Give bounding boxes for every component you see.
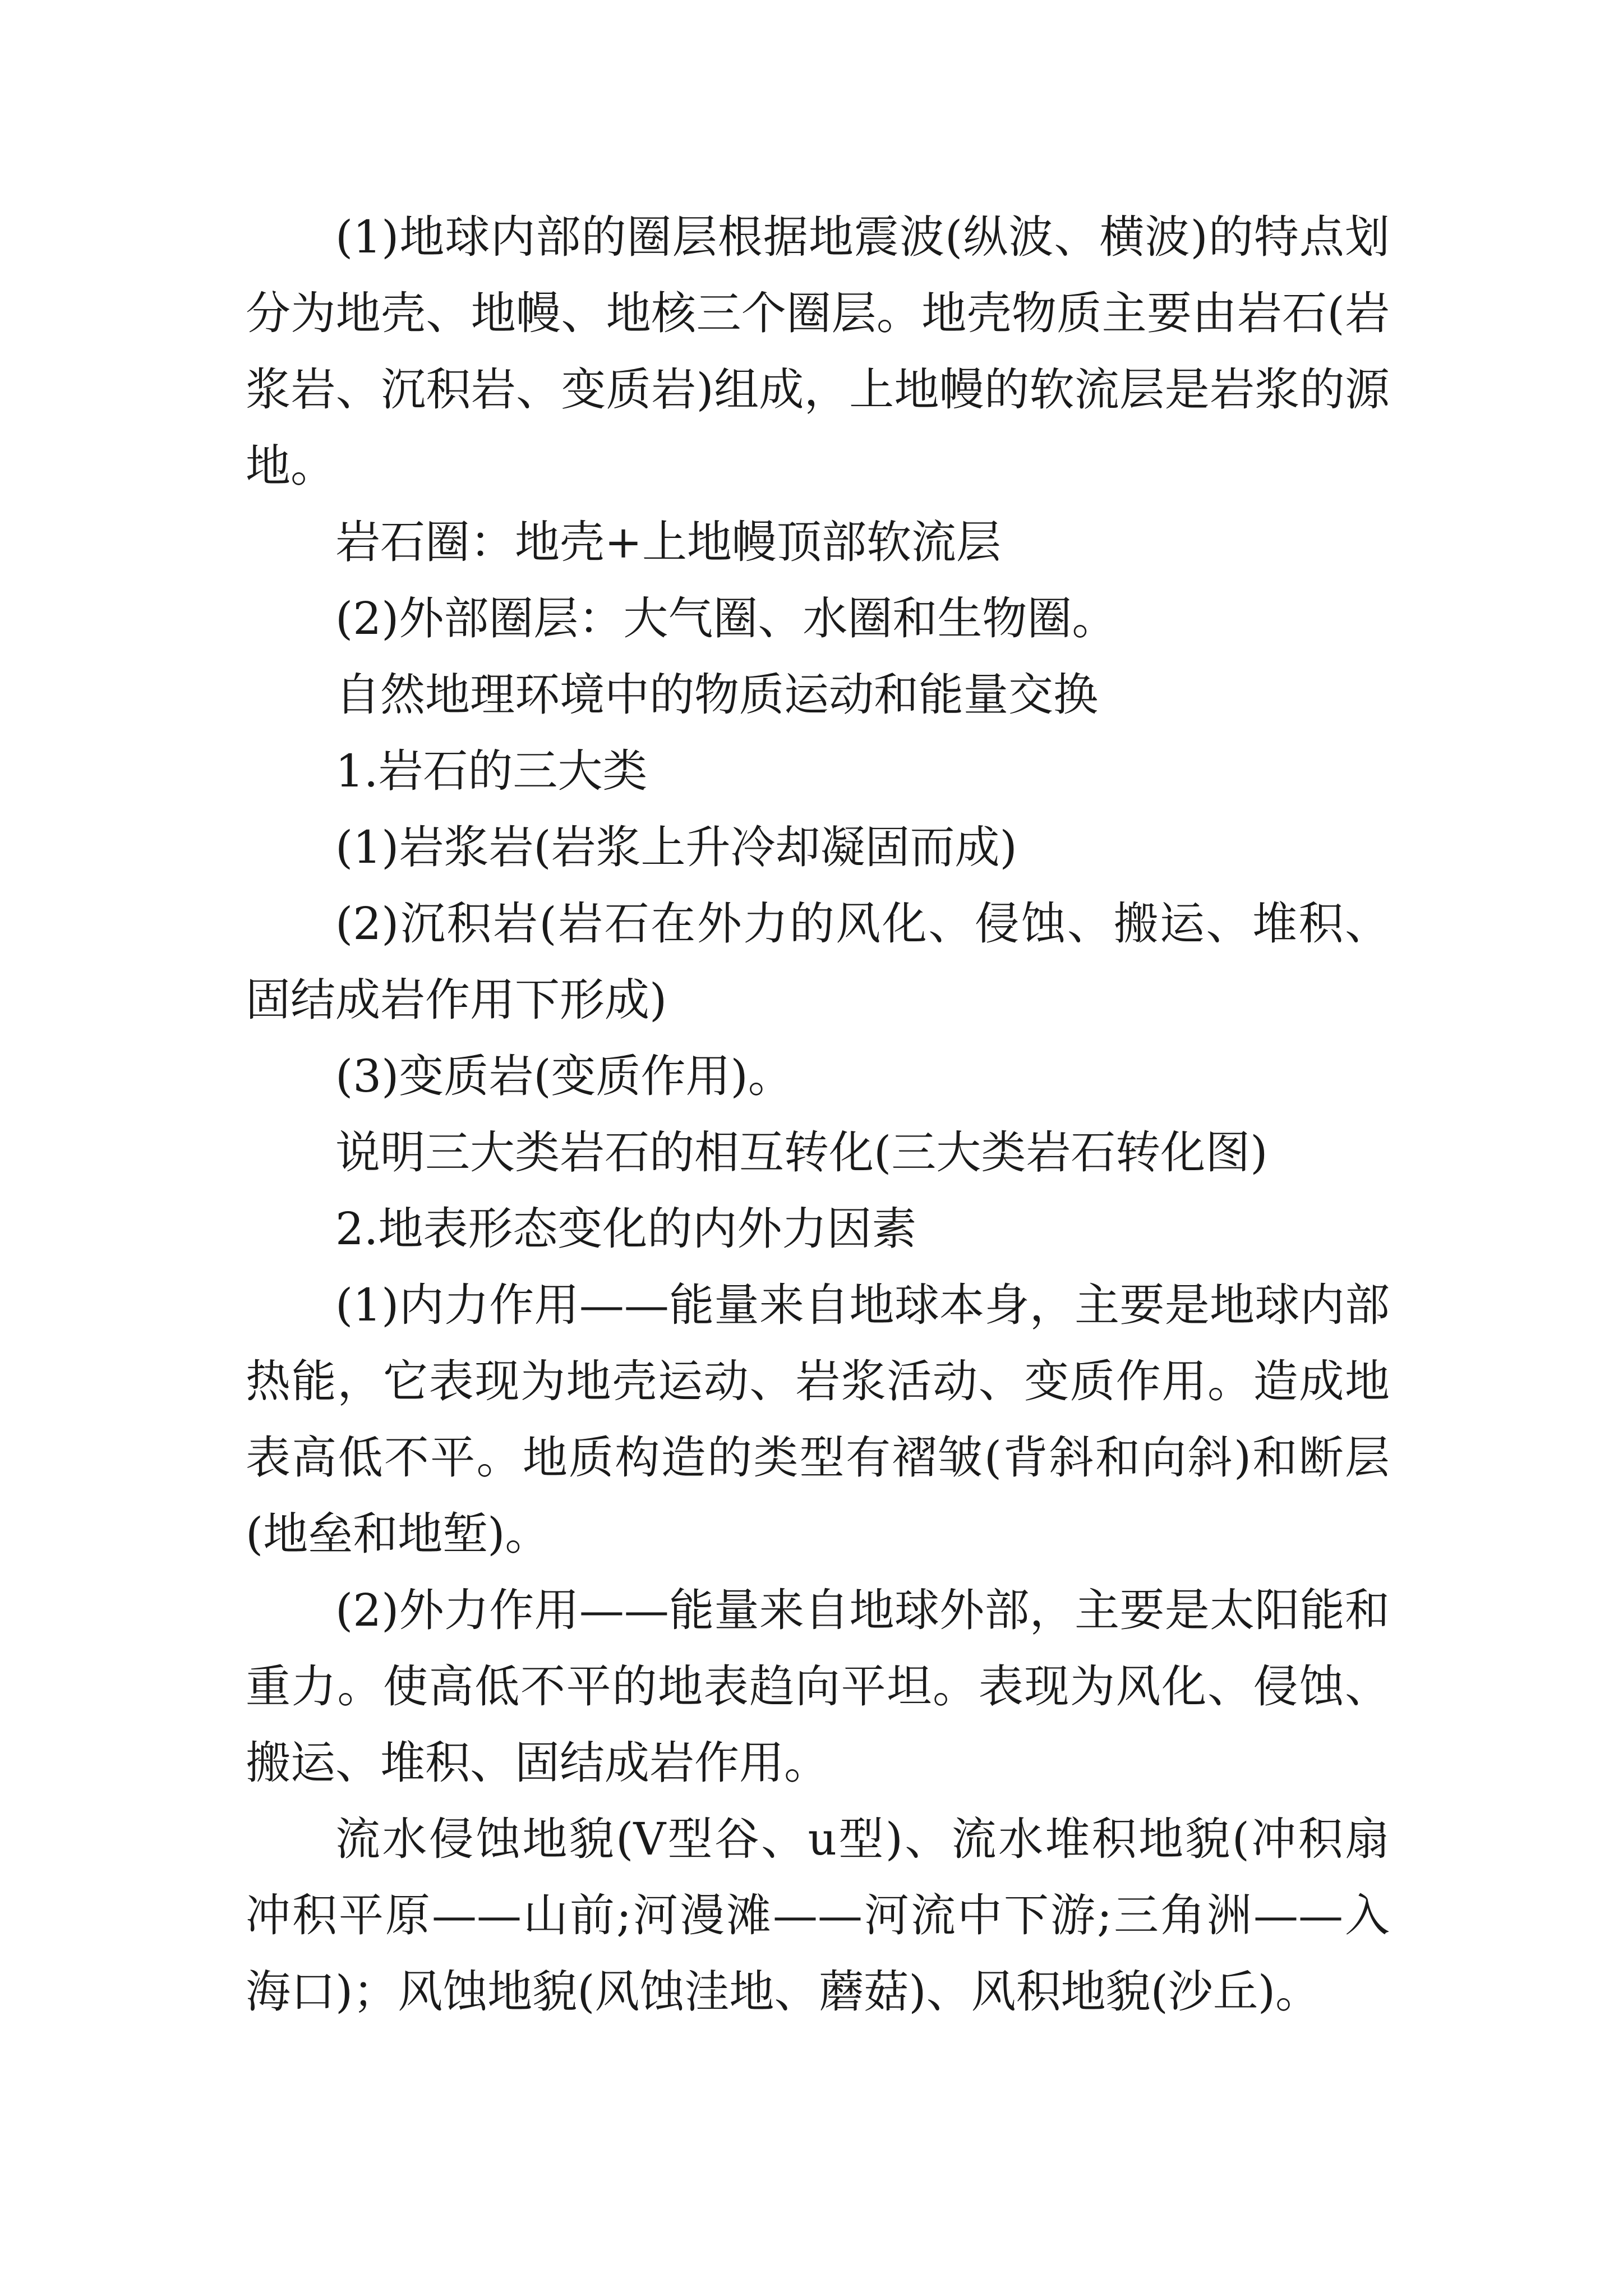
document-body [246,199,1390,2030]
paragraph-lithosphere: 岩石圈：地壳+上地幔顶部软流层 [335,516,1002,568]
paragraph-earth-layers: (1)地球内部的圈层根据地震波(纵波、横波)的特点划分为地壳、地幔、地核三个圈层。地壳物质主要由岩石(岩浆岩、沉积岩、变质岩)组成，上地幔的软流层是岩浆的源地。 [246,211,1390,492]
subheading-rock-types: 1.岩石的三大类 [335,745,648,797]
paragraph-rock-cycle: 说明三大类岩石的相互转化(三大类岩石转化图) [335,1126,1268,1179]
paragraph-sedimentary-rock: (2)沉积岩(岩石在外力的风化、侵蚀、搬运、堆积、固结成岩作用下形成) [246,898,1390,1026]
paragraph-external-forces: (2)外力作用——能量来自地球外部，主要是太阳能和重力。使高低不平的地表趋向平坦。表现为风化、侵蚀、搬运、堆积、固结成岩作用。 [246,1584,1390,1789]
paragraph-outer-layers: (2)外部圈层：大气圈、水圈和生物圈。 [335,592,1117,645]
section-heading-material-energy: 自然地理环境中的物质运动和能量交换 [335,669,1098,721]
paragraph-metamorphic-rock: (3)变质岩(变质作用)。 [335,1050,793,1102]
paragraph-igneous-rock: (1)岩浆岩(岩浆上升冷却凝固而成) [335,821,1017,873]
paragraph-internal-forces: (1)内力作用——能量来自地球本身，主要是地球内部热能，它表现为地壳运动、岩浆活动、变质作用。造成地表高低不平。地质构造的类型有褶皱(背斜和向斜)和断层(地垒和地堑)。 [246,1279,1390,1560]
paragraph-landforms: 流水侵蚀地貌(V型谷、u型)、流水堆积地貌(冲积扇冲积平原——山前;河漫滩——河流中下游;三角洲——入海口)；风蚀地貌(风蚀洼地、蘑菇)、风积地貌(沙丘)。 [246,1813,1390,2018]
subheading-landform-forces: 2.地表形态变化的内外力因素 [335,1203,917,1255]
